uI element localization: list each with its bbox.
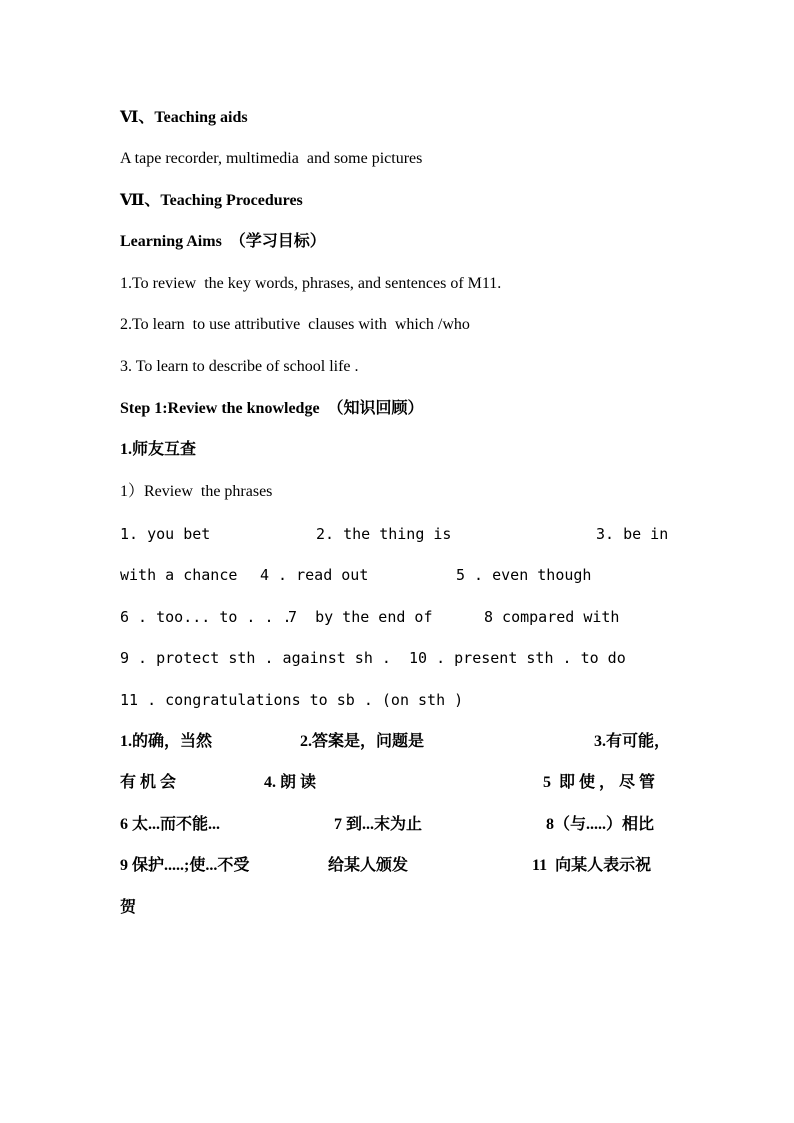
teaching-procedures-heading: Ⅶ、Teaching Procedures xyxy=(120,192,303,209)
phrase-en: 2. the thing is xyxy=(316,525,452,543)
phrase-cn: 8（与.....）相比 xyxy=(546,816,655,833)
phrase-cn: 11 向某人表示祝 xyxy=(532,857,652,874)
teaching-aids-text: A tape recorder, multimedia and some pictures xyxy=(120,150,423,167)
phrase-cn: 1.的确，当然 xyxy=(120,733,213,750)
phrase-en: 5 . even though xyxy=(456,566,592,584)
phrase-en: 9 . protect sth . against sh . 10 . present sth . to do xyxy=(120,649,626,667)
phrase-cn: 3.有可能， xyxy=(594,733,671,750)
review-phrases-heading: 1）Review the phrases xyxy=(120,483,273,500)
phrase-cn: 2.答案是，问题是 xyxy=(300,733,425,750)
phrase-cn: 给某人颁发 xyxy=(328,857,409,874)
phrase-en: 4 . read out xyxy=(260,566,369,584)
phrase-en: 1. you bet xyxy=(120,525,211,543)
peer-check-heading: 1.师友互查 xyxy=(120,441,197,458)
teaching-aids-heading: Ⅵ、Teaching aids xyxy=(120,109,248,126)
phrase-cn: 7 到...末为止 xyxy=(334,816,423,833)
phrase-en: 6 . too... to . . . xyxy=(120,608,292,626)
step1-heading: Step 1:Review the knowledge （知识回顾） xyxy=(120,400,424,417)
phrase-cn: 4. 朗 读 xyxy=(264,774,317,791)
phrase-cn: 6 太...而不能... xyxy=(120,816,221,833)
aim-item: 2.To learn to use attributive clauses with which /who xyxy=(120,316,470,333)
phrase-en: with a chance xyxy=(120,566,238,584)
phrase-cn: 9 保护.....;使...不受 xyxy=(120,857,250,874)
phrase-en: 7 by the end of xyxy=(288,608,433,626)
phrase-cn: 5 即 使 ， 尽 管 xyxy=(543,774,656,791)
phrase-cn: 有 机 会 xyxy=(120,774,177,791)
aim-item: 1.To review the key words, phrases, and sentences of M11. xyxy=(120,275,502,292)
aim-item: 3. To learn to describe of school life . xyxy=(120,358,359,375)
phrase-en: 3. be in xyxy=(596,525,669,543)
learning-aims-heading: Learning Aims （学习目标） xyxy=(120,233,326,250)
phrase-en: 8 compared with xyxy=(484,608,620,626)
phrase-en: 11 . congratulations to sb . (on sth ) xyxy=(120,691,464,709)
phrase-cn: 贺 xyxy=(120,899,137,916)
